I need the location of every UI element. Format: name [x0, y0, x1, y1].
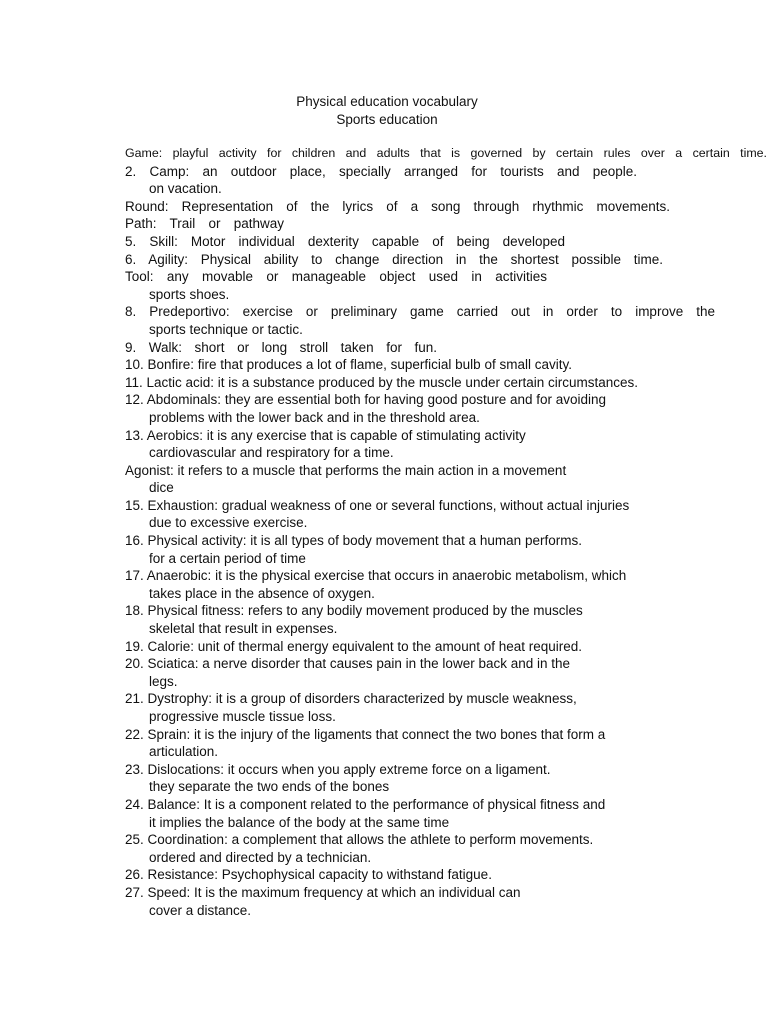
- vocab-line-continuation: due to excessive exercise.: [149, 515, 308, 531]
- vocab-line: 20. Sciatica: a nerve disorder that causes pain in the lower back and in the: [125, 656, 571, 672]
- vocab-line-continuation: legs.: [149, 673, 178, 689]
- vocab-line: Path: Trail or pathway: [125, 216, 284, 232]
- vocab-line: 5. Skill: Motor individual dexterity capable of being developed: [125, 233, 565, 249]
- vocab-line: Agonist: it refers to a muscle that performs the main action in a movement: [125, 462, 567, 478]
- vocab-line: 19. Calorie: unit of thermal energy equivalent to the amount of heat required.: [125, 638, 583, 654]
- vocab-line-continuation: skeletal that result in expenses.: [149, 621, 338, 637]
- vocab-line-continuation: sports shoes.: [149, 286, 230, 302]
- vocab-line-continuation: it implies the balance of the body at the same time: [149, 814, 450, 830]
- vocab-line-continuation: they separate the two ends of the bones: [149, 779, 390, 795]
- vocab-line: 6. Agility: Physical ability to change direction in the shortest possible time.: [125, 251, 663, 267]
- vocab-line: Tool: any movable or manageable object used in activities: [125, 269, 547, 285]
- vocab-line-continuation: sports technique or tactic.: [149, 321, 303, 337]
- vocab-line: 27. Speed: It is the maximum frequency at which an individual can: [125, 884, 521, 900]
- document-header: [0, 93, 768, 129]
- vocab-line: 23. Dislocations: it occurs when you apply extreme force on a ligament.: [125, 761, 551, 777]
- vocab-line: 24. Balance: It is a component related to the performance of physical fitness and: [125, 796, 606, 812]
- vocab-line: 22. Sprain: it is the injury of the ligaments that connect the two bones that form a: [125, 726, 606, 742]
- vocab-line-continuation: takes place in the absence of oxygen.: [149, 585, 375, 601]
- vocab-line-continuation: progressive muscle tissue loss.: [149, 709, 336, 724]
- document-title: Physical education vocabulary: [296, 94, 478, 109]
- vocab-line-continuation: for a certain period of time: [149, 550, 306, 566]
- vocab-line: 9. Walk: short or long stroll taken for fun.: [125, 339, 437, 355]
- vocab-line-continuation: ordered and directed by a technician.: [149, 849, 372, 865]
- vocab-line: 10. Bonfire: fire that produces a lot of flame, superficial bulb of small cavity.: [125, 357, 572, 373]
- vocab-line-continuation: cardiovascular and respiratory for a time.: [149, 445, 394, 461]
- vocab-line: Round: Representation of the lyrics of a song through rhythmic movements.: [125, 198, 670, 214]
- vocab-line: 18. Physical fitness: refers to any bodily movement produced by the muscles: [125, 603, 583, 619]
- vocab-line-continuation: cover a distance.: [149, 902, 252, 918]
- vocab-line: 16. Physical activity: it is all types of body movement that a human performs.: [125, 533, 582, 549]
- vocab-line-continuation: articulation.: [149, 744, 219, 760]
- document-subtitle: Sports education: [336, 112, 438, 127]
- vocab-line: 17. Anaerobic: it is the physical exercise that occurs in anaerobic metabolism, which: [125, 568, 627, 584]
- vocab-line-continuation: problems with the lower back and in the threshold area.: [149, 409, 480, 425]
- vocab-line: Game: playful activity for children and adults that is governed by certain rules over a certain time.: [125, 146, 767, 160]
- vocab-line: 25. Coordination: a complement that allows the athlete to perform movements.: [125, 832, 594, 848]
- vocab-line: 8. Predeportivo: exercise or preliminary game carried out in order to improve the: [125, 304, 715, 320]
- vocab-line: 12. Abdominals: they are essential both for having good posture and for avoiding: [125, 392, 607, 408]
- vocab-line: 15. Exhaustion: gradual weakness of one or several functions, without actual injuries: [125, 497, 630, 513]
- vocabulary-list: [125, 145, 767, 919]
- vocab-line: 26. Resistance: Psychophysical capacity to withstand fatigue.: [125, 867, 492, 883]
- vocab-line: 2. Camp: an outdoor place, specially arranged for tourists and people.: [125, 163, 637, 179]
- vocab-line-continuation: on vacation.: [149, 181, 222, 197]
- vocab-line: 13. Aerobics: it is any exercise that is capable of stimulating activity: [125, 427, 526, 443]
- vocab-line-continuation: dice: [149, 480, 174, 496]
- vocab-line: 21. Dystrophy: it is a group of disorders characterized by muscle weakness,: [125, 691, 577, 707]
- vocab-line: 11. Lactic acid: it is a substance produced by the muscle under certain circumstances.: [125, 374, 639, 390]
